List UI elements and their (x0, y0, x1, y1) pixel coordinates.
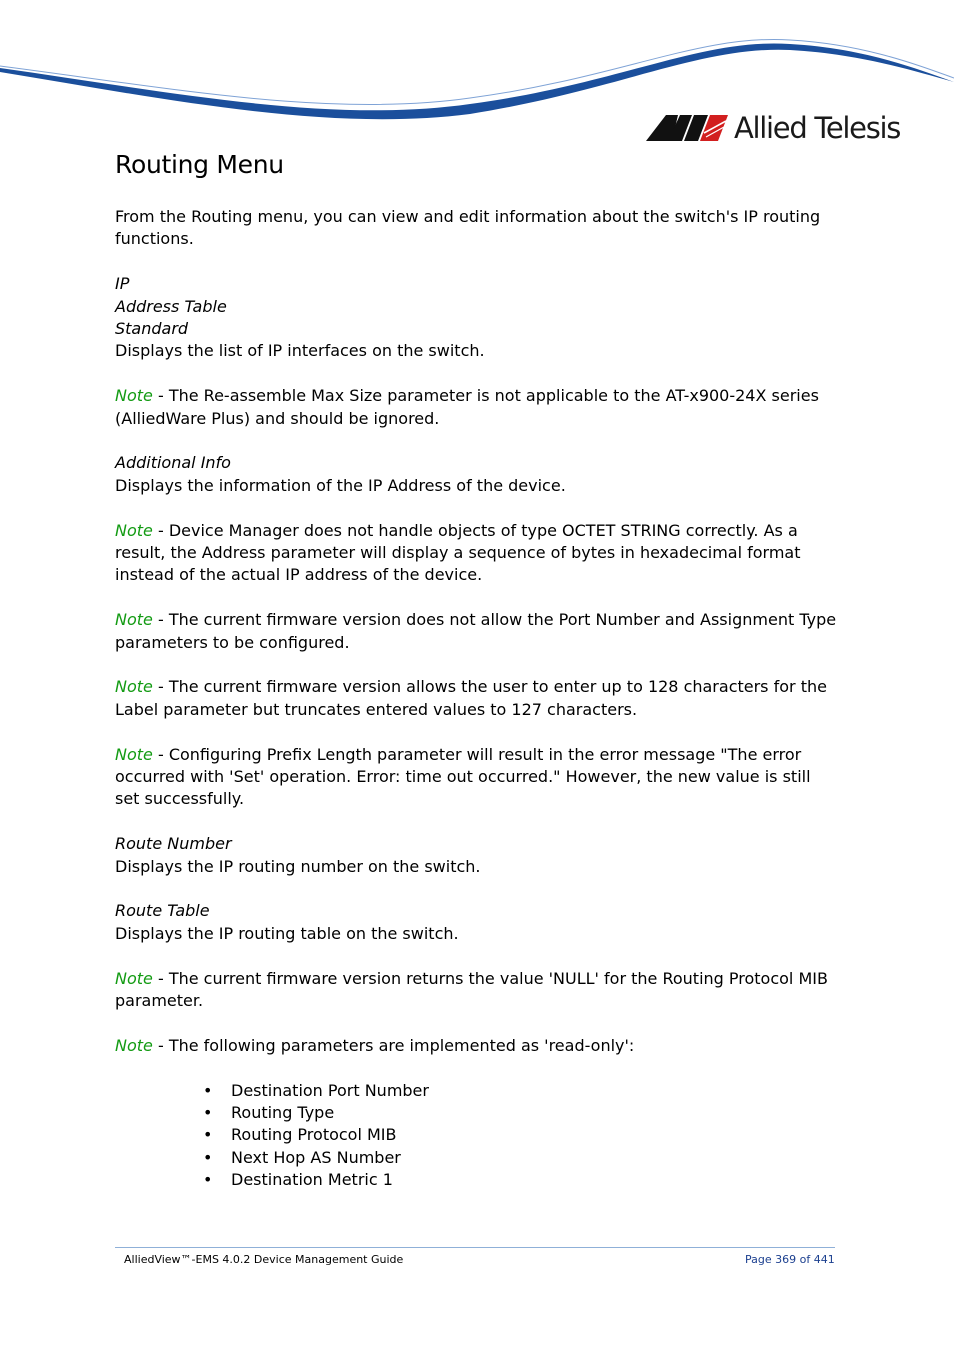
list-item: • Destination Port Number (203, 1080, 840, 1102)
note-text: The current firmware version returns the value 'NULL' for the Routing Protocol MIB parameter. (115, 968, 828, 1011)
intro-paragraph: From the Routing menu, you can view and edit information about the switch's IP routing functions. (115, 207, 821, 249)
list-item: • Routing Protocol MIB (203, 1124, 840, 1146)
route-table-heading: Route Table (115, 901, 210, 921)
note-label: Note (115, 968, 153, 988)
note-label: Note (115, 386, 153, 406)
list-item: • Routing Type (203, 1102, 840, 1124)
footer-page-number: Page 369 of 441 (745, 1253, 835, 1266)
note-separator: - (152, 744, 169, 764)
additional-info-text: Displays the information of the IP Address of the device. (115, 475, 566, 495)
note-separator: - (152, 968, 169, 988)
note-text: The current firmware version does not allow the Port Number and Assignment Type parameters to be configured. (115, 610, 837, 652)
note-label: Note (115, 520, 153, 540)
allied-telesis-wordmark: Allied Telesis (734, 111, 901, 145)
note-separator: - (152, 386, 169, 406)
note-label: Note (115, 610, 153, 630)
allied-telesis-mark-icon (646, 115, 728, 141)
note-text: Device Manager does not handle objects of type OCTET STRING correctly. As a result, the Address parameter will display a sequence of bytes in hexadecimal format instead of the actual IP address of the device. (115, 520, 801, 585)
address-table-heading: Address Table (115, 296, 227, 316)
list-item: • Next Hop AS Number (203, 1147, 840, 1169)
page-body (115, 206, 840, 1192)
note-text: Configuring Prefix Length parameter will result in the error message "The error occurred with 'Set' operation. Error: time out occurred." However, the new value is still set successfully. (115, 744, 811, 809)
page-title: Routing Menu (115, 150, 284, 179)
note-separator: - (152, 610, 169, 630)
ip-heading: IP (115, 274, 130, 294)
standard-text: Displays the list of IP interfaces on the switch. (115, 341, 485, 361)
read-only-parameter-list (203, 1080, 840, 1192)
note-paragraph (115, 744, 840, 811)
note-text: The following parameters are implemented as 'read-only': (168, 1035, 635, 1055)
footer-document-title: AlliedView™-EMS 4.0.2 Device Management Guide (124, 1253, 404, 1266)
note-label: Note (115, 1035, 153, 1055)
note-separator: - (152, 677, 169, 697)
note-paragraph (115, 520, 840, 587)
route-number-text: Displays the IP routing number on the switch. (115, 856, 481, 876)
note-separator: - (152, 520, 169, 540)
note-label: Note (115, 744, 153, 764)
footer-divider (115, 1247, 835, 1248)
standard-heading: Standard (115, 319, 189, 339)
route-number-heading: Route Number (115, 834, 232, 854)
note-label: Note (115, 677, 153, 697)
note-paragraph (115, 968, 840, 1013)
list-item: • Destination Metric 1 (203, 1169, 840, 1191)
note-text: The Re-assemble Max Size parameter is not applicable to the AT-x900-24X series (AlliedWare Plus) and should be ignored. (115, 386, 819, 428)
note-text: The current firmware version allows the user to enter up to 128 characters for the Label parameter but truncates entered values to 127 characters. (115, 677, 827, 719)
additional-info-heading: Additional Info (115, 453, 231, 473)
note-paragraph (115, 609, 840, 654)
note-paragraph (115, 385, 840, 430)
note-paragraph (115, 1035, 840, 1057)
route-table-text: Displays the IP routing table on the switch. (115, 923, 459, 943)
note-paragraph (115, 676, 840, 721)
note-separator: - (152, 1035, 169, 1055)
allied-telesis-logo (646, 110, 900, 146)
